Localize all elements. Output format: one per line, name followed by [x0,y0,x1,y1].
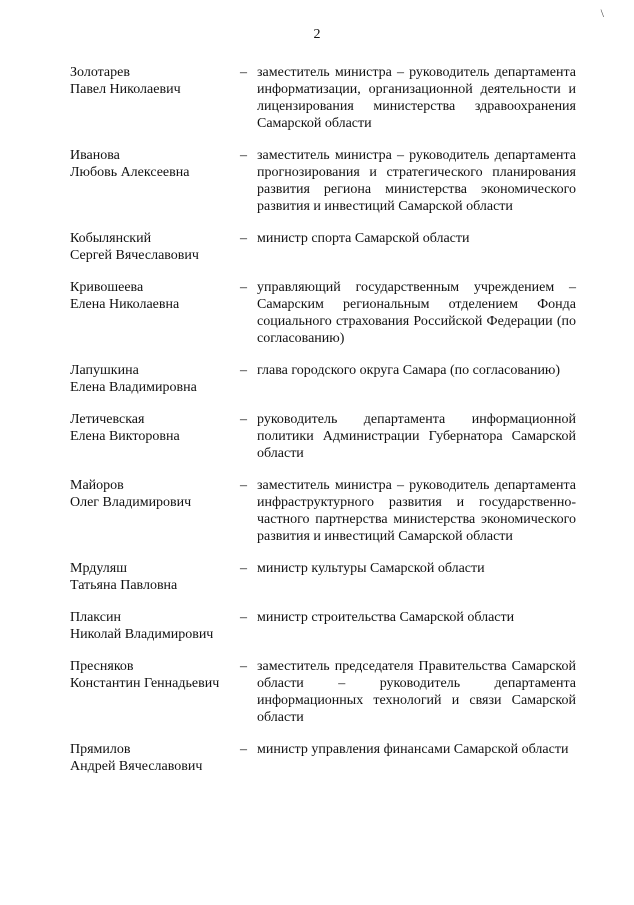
member-name [70,411,240,462]
member-name [70,741,240,775]
member-given-names: Константин Геннадьевич [70,676,220,691]
member-position: глава городского округа Самара (по согласованию) [257,363,561,378]
member-name [70,279,240,347]
member-entry [70,279,576,347]
dash: – [240,478,247,493]
member-position: министр спорта Самарской области [257,231,470,246]
member-given-names: Николай Владимирович [70,627,214,642]
member-name [70,609,240,643]
member-given-names: Елена Владимировна [70,380,197,395]
member-name [70,477,240,545]
member-entry [70,64,576,132]
member-position: заместитель министра – руководитель департамента информатизации, организационной деятельности и лицензирования министерства здравоохранения Самарской области [257,65,576,131]
dash: – [240,742,247,757]
member-name [70,64,240,132]
member-surname: Мрдуляш [70,561,127,576]
member-surname: Иванова [70,148,120,163]
dash: – [240,280,247,295]
dash: – [240,561,247,576]
member-position: министр управления финансами Самарской области [257,742,569,757]
member-entry [70,658,576,726]
member-surname: Прямилов [70,742,131,757]
member-name [70,560,240,594]
member-surname: Майоров [70,478,124,493]
member-entry [70,477,576,545]
member-position: управляющий государственным учреждением – Самарским региональным отделением Фонда социального страхования Российской Федерации (по согласованию) [257,280,576,346]
dash: – [240,363,247,378]
member-surname: Пресняков [70,659,134,674]
committee-member-list [70,64,576,775]
dash: – [240,65,247,80]
member-given-names: Олег Владимирович [70,495,192,510]
dash: – [240,412,247,427]
dash: – [240,148,247,163]
member-surname: Кобылянский [70,231,152,246]
member-surname: Лапушкина [70,363,139,378]
member-given-names: Андрей Вячеславович [70,759,203,774]
member-name [70,230,240,264]
member-entry [70,230,576,264]
member-given-names: Татьяна Павловна [70,578,178,593]
dash: – [240,610,247,625]
corner-mark: \ [600,6,604,20]
member-position: заместитель председателя Правительства Самарской области – руководитель департамента информационных технологий и связи Самарской области [257,659,576,725]
member-given-names: Сергей Вячеславович [70,248,199,263]
member-surname: Кривошеева [70,280,144,295]
member-position: министр строительства Самарской области [257,610,515,625]
member-entry [70,741,576,775]
member-entry [70,147,576,215]
page-number: 2 [313,27,321,42]
member-surname: Плаксин [70,610,121,625]
member-given-names: Любовь Алексеевна [70,165,190,180]
member-entry [70,411,576,462]
member-entry [70,560,576,594]
member-name [70,147,240,215]
member-position: министр культуры Самарской области [257,561,485,576]
member-position: руководитель департамента информационной политики Администрации Губернатора Самарской области [257,412,576,461]
member-given-names: Елена Викторовна [70,429,180,444]
member-position: заместитель министра – руководитель департамента инфраструктурного развития и государственно-частного партнерства министерства экономического развития и инвестиций Самарской области [257,478,576,544]
member-given-names: Павел Николаевич [70,82,181,97]
dash: – [240,659,247,674]
member-position: заместитель министра – руководитель департамента прогнозирования и стратегического планирования развития региона министерства экономического развития и инвестиций Самарской области [257,148,576,214]
member-name [70,658,240,726]
member-name [70,362,240,396]
dash: – [240,231,247,246]
member-given-names: Елена Николаевна [70,297,180,312]
member-surname: Летичевская [70,412,145,427]
member-entry [70,609,576,643]
member-entry [70,362,576,396]
member-surname: Золотарев [70,65,130,80]
